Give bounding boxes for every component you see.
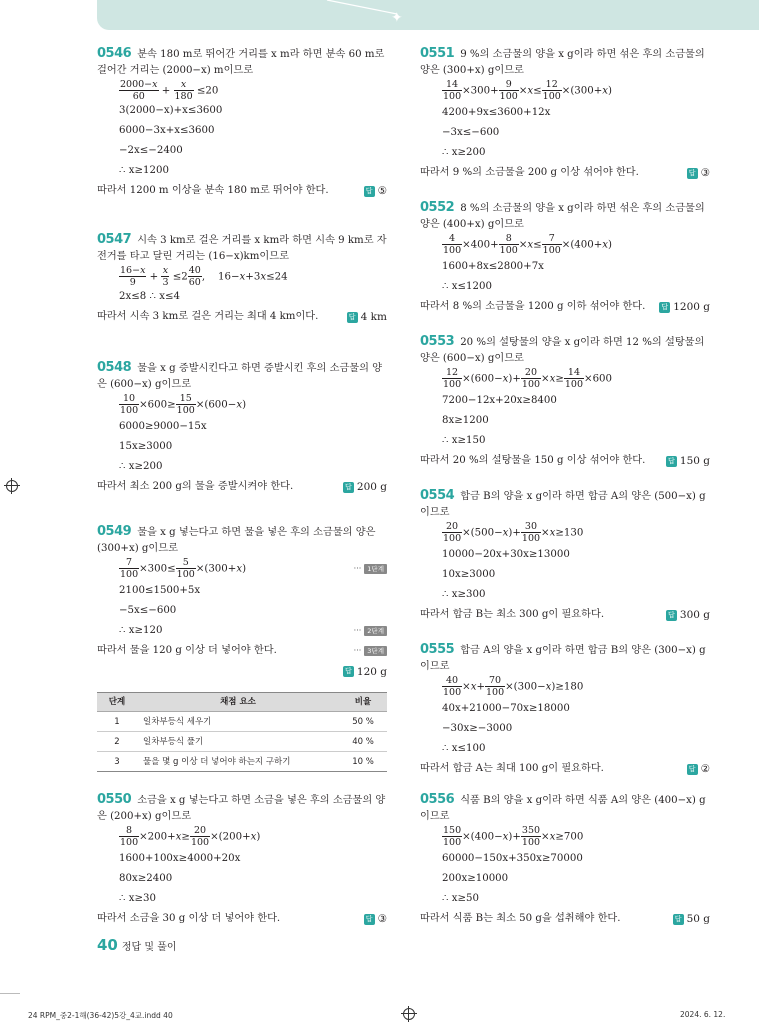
table-row: 2 일차부등식 풀기 40 % [97,732,387,752]
step: ∴ x≥120 [119,625,163,636]
problem-0546 [97,46,387,199]
answer-mark-icon: 답 [364,914,375,925]
problem-number: 0547 [97,232,132,247]
inequality: $\frac{40}{100}$ ×x+ $\frac{70}{100}$ ×(300−x)≥180 [443,675,584,698]
step: 6000−3x+x≤3600 [119,125,215,136]
problem-text: 시속 3 km로 걸은 거리를 x km라 하면 시속 9 km로 자전거를 타고 달린 거리는 (16−x)km이므로 [97,235,387,262]
inequality: $\frac{150}{100}$ ×(400−x)+ $\frac{350}{100}$ ×x≥700 [443,825,584,848]
column-header: 채점 요소 [137,693,339,712]
answer: 답 50 g [673,911,710,927]
step: 80x≥2400 [119,873,173,884]
step-tag: 3단계 [364,646,387,656]
conclusion: 따라서 합금 B는 최소 300 g이 필요하다. [420,609,605,620]
problem-0555 [420,642,710,777]
page-number: 40 [97,936,118,954]
answer: 답 4 km [347,309,387,325]
problem-0553 [420,334,710,469]
conclusion: 따라서 8 %의 소금물을 1200 g 이하 섞어야 한다. [420,301,646,312]
crop-mark [0,993,20,994]
page-number-label [97,935,177,954]
problem-0548 [97,360,387,495]
step: 10x≥3000 [442,569,496,580]
answer: 답 ③ [364,911,387,927]
answer-mark-icon: 답 [364,186,375,197]
answer-mark-icon: 답 [347,312,358,323]
conclusion: 따라서 20 %의 설탕물을 150 g 이상 섞어야 한다. [420,455,646,466]
answer-mark-icon: 답 [687,168,698,179]
inequality: $\frac{12}{100}$ ×(600−x)+ $\frac{20}{100}$ ×x≥ $\frac{14}{100}$ ×600 [443,367,613,390]
answer: 답 ⑤ [364,183,387,199]
step: 1600+100x≥4000+20x [119,853,241,864]
answer-mark-icon: 답 [673,914,684,925]
problem-0551 [420,46,710,181]
answer: 답 ② [687,761,710,777]
conclusion: 따라서 식품 B는 최소 50 g을 섭취해야 한다. [420,913,621,924]
answer: 답 300 g [666,607,710,623]
step: 10000−20x+30x≥13000 [442,549,570,560]
problem-number: 0551 [420,46,455,61]
step: −2x≤−2400 [119,145,183,156]
conclusion: 따라서 최소 200 g의 물을 증발시켜야 한다. [97,481,294,492]
problem-text: 분속 180 m로 뛰어간 거리를 x m라 하면 분속 60 m로 걸어간 거리는 (2000−x) m이므로 [97,49,385,76]
step: −5x≤−600 [119,605,177,616]
step-tag: 2단계 [364,626,387,636]
section-title: 정답 및 풀이 [121,942,177,953]
step: 3(2000−x)+x≤3600 [119,105,223,116]
step: 2x≤8 ∴ x≤4 [119,291,180,302]
problem-0549: 0549 물을 x g 넣는다고 하면 물을 넣은 후의 소금물의 양은 (300+x) g이므로 $\frac{7}{100}$ ×300≤ $\frac{5}{100}$ ×(300+x) ··· 1단계 2100≤1500+5x −5x≤−600 ∴ x≥120 ··· 2단계 따라서 물을 120 g 이상 더 넣어야 한다. ··· 3단계 답 120 g [97,524,387,678]
answer: 답 150 g [666,453,710,469]
inequality: $\frac{2000-x}{60}$ + $\frac{x}{180}$ ≤20 [120,79,219,102]
answer: 답 120 g [343,664,387,680]
footer-date: 2024. 6. 12. [680,1010,726,1019]
problem-text: 8 %의 소금물의 양을 x g이라 하면 섞은 후의 소금물의 양은 (400+x) g이므로 [420,203,705,230]
step: 1600+8x≤2800+7x [442,261,544,272]
header-banner [97,0,759,30]
answer-mark-icon: 답 [666,610,677,621]
step: ∴ x≥200 [119,461,163,472]
table-row: 1 일차부등식 세우기 50 % [97,712,387,732]
step: 2100≤1500+5x [119,585,201,596]
column-header: 단계 [97,693,137,712]
problem-0550 [97,792,387,927]
inequality: $\frac{4}{100}$ ×400+ $\frac{8}{100}$ ×x≤ $\frac{7}{100}$ ×(400+x) [443,233,613,256]
problem-number: 0550 [97,792,132,807]
sparkle-decoration-icon [267,0,427,30]
problem-text: 물을 x g 증발시킨다고 하면 증발시킨 후의 소금물의 양은 (600−x) g이므로 [97,363,383,390]
answer-mark-icon: 답 [666,456,677,467]
answer-mark-icon: 답 [659,302,670,313]
answer-mark-icon: 답 [343,482,354,493]
step: ∴ x≤100 [442,743,486,754]
step: 200x≥10000 [442,873,509,884]
problem-text: 9 %의 소금물의 양을 x g이라 하면 섞은 후의 소금물의 양은 (300+x) g이므로 [420,49,705,76]
problem-number: 0549 [97,524,132,539]
problem-0554 [420,488,710,623]
problem-text: 물을 x g 넣는다고 하면 물을 넣은 후의 소금물의 양은 (300+x) g이므로 [97,527,376,554]
svg-text:✦: ✦ [391,10,403,26]
step: ∴ x≥50 [442,893,479,904]
step: 4200+9x≤3600+12x [442,107,551,118]
problem-text: 20 %의 설탕물의 양을 x g이라 하면 12 %의 설탕물의 양은 (600−x) g이므로 [420,337,705,364]
inequality: $\frac{10}{100}$ ×600≥ $\frac{15}{100}$ ×(600−x) [120,393,247,416]
problem-text: 합금 A의 양을 x g이라 하면 합금 B의 양은 (300−x) g이므로 [420,645,706,672]
problem-number: 0546 [97,46,132,61]
problem-number: 0554 [420,488,455,503]
conclusion: 따라서 합금 A는 최대 100 g이 필요하다. [420,763,604,774]
inequality: $\frac{8}{100}$ ×200+x≥ $\frac{20}{100}$ ×(200+x) [120,825,261,848]
step: −3x≤−600 [442,127,500,138]
problem-number: 0553 [420,334,455,349]
answer: 답 1200 g [659,299,710,315]
problem-number: 0548 [97,360,132,375]
step: ∴ x≥300 [442,589,486,600]
step: −30x≥−3000 [442,723,513,734]
problem-0552 [420,200,710,315]
inequality: $\frac{14}{100}$ ×300+ $\frac{9}{100}$ ×x≤ $\frac{12}{100}$ ×(300+x) [443,79,613,102]
problem-text: 식품 B의 양을 x g이라 하면 식품 A의 양은 (400−x) g이므로 [420,795,706,822]
table-row: 3 물을 몇 g 이상 더 넣어야 하는지 구하기 10 % [97,752,387,772]
step: ∴ x≤1200 [442,281,492,292]
scoring-table-container [97,692,387,772]
step: ∴ x≥150 [442,435,486,446]
step: ∴ x≥200 [442,147,486,158]
registration-mark-icon [6,480,18,492]
problem-number: 0552 [420,200,455,215]
step: ∴ x≥30 [119,893,156,904]
problem-text: 합금 B의 양을 x g이라 하면 합금 A의 양은 (500−x) g이므로 [420,491,706,518]
step: 15x≥3000 [119,441,173,452]
conclusion: 따라서 소금을 30 g 이상 더 넣어야 한다. [97,913,281,924]
problem-text: 소금을 x g 넣는다고 하면 소금을 넣은 후의 소금물의 양은 (200+x) g이므로 [97,795,386,822]
step: 8x≥1200 [442,415,489,426]
step: 7200−12x+20x≥8400 [442,395,557,406]
scoring-table [97,692,387,772]
problem-number: 0556 [420,792,455,807]
inequality: $\frac{20}{100}$ ×(500−x)+ $\frac{30}{100}$ ×x≥130 [443,521,584,544]
inequality: $\frac{7}{100}$ ×300≤ $\frac{5}{100}$ ×(300+x) [120,557,247,580]
problem-number: 0555 [420,642,455,657]
footer-filename: 24 RPM_중2-1해(36-42)5강_4교.indd 40 [28,1011,173,1020]
step: 6000≥9000−15x [119,421,207,432]
inequality: $\frac{16-x}{9}$ + $\frac{x}{3}$ ≤2 $\frac{40}{60}$ , 16−x+3x≤24 [120,265,288,288]
problem-0547 [97,232,387,325]
step-tag: 1단계 [364,564,387,574]
step: ∴ x≥1200 [119,165,169,176]
step: 60000−150x+350x≥70000 [442,853,583,864]
conclusion: 따라서 9 %의 소금물을 200 g 이상 섞어야 한다. [420,167,639,178]
registration-mark-icon [403,1008,415,1020]
answer: 답 200 g [343,479,387,495]
answer: 답 ③ [687,165,710,181]
step: 40x+21000−70x≥18000 [442,703,570,714]
conclusion: 따라서 물을 120 g 이상 더 넣어야 한다. [97,645,277,656]
problem-0556 [420,792,710,927]
column-header: 비율 [339,693,387,712]
answer-mark-icon: 답 [343,666,354,677]
conclusion: 따라서 시속 3 km로 걸은 거리는 최대 4 km이다. [97,311,319,322]
conclusion: 따라서 1200 m 이상을 분속 180 m로 뛰어야 한다. [97,185,329,196]
answer-mark-icon: 답 [687,764,698,775]
